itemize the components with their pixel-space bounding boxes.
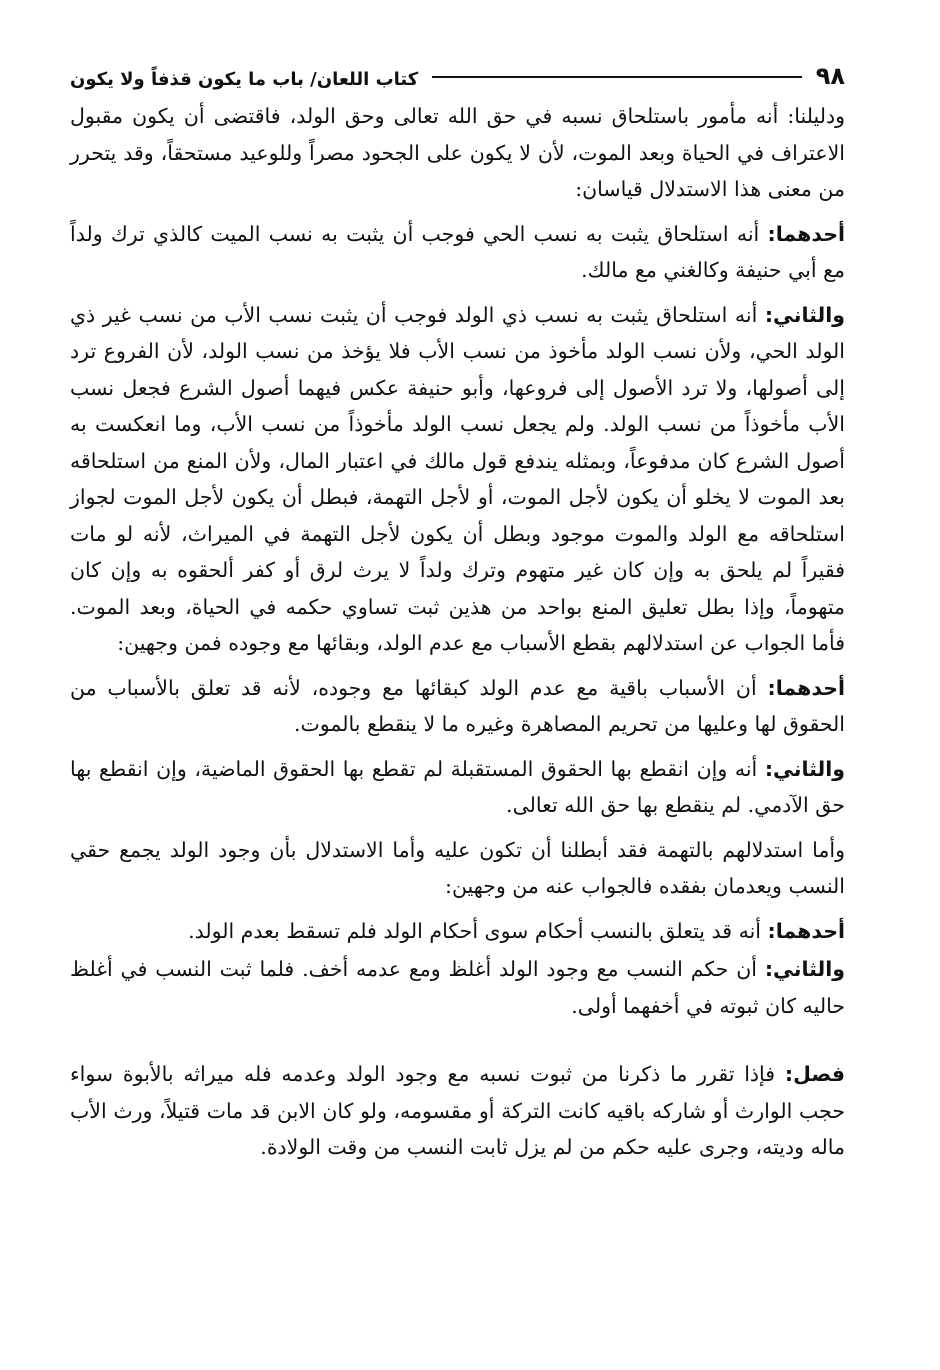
page-number: ٩٨ — [815, 62, 845, 90]
paragraph — [70, 216, 845, 289]
paragraph-text: أنه استلحاق يثبت به نسب ذي الولد فوجب أن يثبت نسب الأب من نسب غير ذي الولد الحي، ولأن نسب الولد مأخوذ من نسب الأب فلا يؤخذ من نسب الولد، لأن الفروع ترد إلى أصولها، ولا ترد الأصول إلى فروعها، وأبو حنيفة عكس فيهما أصول الشرع فجعل نسب الأب مأخوذاً من نسب الولد. ولم يجعل نسب الولد مأخوذاً من نسب الأب، وما انعكست به أصول الشرع كان مدفوعاً، وبمثله يندفع قول مالك في اعتبار المال، ولأن المنع من استلحاقه بعد الموت لا يخلو أن يكون لأجل الموت، أو لأجل التهمة، فبطل أن يكون لأجل الموت لجواز استلحاقه مع الولد والموت موجود وبطل أن يكون لأجل التهمة في الميراث، لأنه لو مات فقيراً لم يلحق به وإن كان غير متهوم وترك ولداً لا يرث لرق أو كفر ألحقوه به وإن كان متهوماً، وإذا بطل تعليق المنع بواحد من هذين ثبت تساوي حكمه في الحياة، وبعد الموت. فأما الجواب عن استدلالهم بقطع الأسباب مع عدم الولد، وبقائها مع وجوده فمن وجهين: — [70, 302, 845, 655]
paragraph — [70, 913, 845, 950]
paragraph-text: أنه استلحاق يثبت به نسب الحي فوجب أن يثبت به نسب الميت كالذي ترك ولداً مع أبي حنيفة وكالغني مع مالك. — [70, 221, 845, 282]
paragraph-text: أنه قد يتعلق بالنسب أحكام سوى أحكام الولد فلم تسقط بعدم الولد. — [188, 918, 768, 943]
header-rule — [432, 76, 801, 78]
paragraph — [70, 751, 845, 824]
paragraph-lead: والثاني: — [764, 302, 845, 327]
section-paragraph — [70, 1056, 845, 1166]
paragraph-text: ودليلنا: أنه مأمور باستلحاق نسبه في حق الله تعالى وحق الولد، فاقتضى أن يكون مقبول الاعتراف في الحياة وبعد الموت، لأن لا يكون على الجحود مصراً وللوعيد مستحقاً، وقد يتحرر من معنى هذا الاستدلال قياسان: — [70, 104, 845, 201]
paragraph — [70, 670, 845, 743]
paragraph — [70, 297, 845, 662]
paragraph-text: أنه وإن انقطع بها الحقوق المستقبلة لم تقطع بها الحقوق الماضية، وإن انقطع بها حق الآدمي. لم ينقطع بها حق الله تعالى. — [70, 756, 845, 817]
paragraph — [70, 951, 845, 1024]
paragraph-lead: والثاني: — [764, 756, 845, 781]
paragraph-text: أن حكم النسب مع وجود الولد أغلظ ومع عدمه أخف. فلما ثبت النسب في أغلظ حاليه كان ثبوته في أخفهما أولى. — [70, 957, 845, 1018]
paragraph-lead: أحدهما: — [767, 918, 845, 943]
running-head: كتاب اللعان/ باب ما يكون قذفاً ولا يكون — [70, 69, 419, 90]
paragraph-text: وأما استدلالهم بالتهمة فقد أبطلنا أن تكون عليه وأما الاستدلال بأن وجود الولد يجمع حقي النسب ويعدمان بفقده فالجواب عنه من وجهين: — [70, 837, 845, 898]
section-lead: فصل: — [784, 1062, 845, 1086]
paragraph-lead: والثاني: — [764, 957, 845, 981]
paragraph-text: أن الأسباب باقية مع عدم الولد كبقائها مع وجوده، لأنه قد تعلق بالأسباب من الحقوق لها وعليها من تحريم المصاهرة وغيره ما لا ينقطع بالموت. — [70, 675, 845, 736]
paragraph-lead: أحدهما: — [767, 675, 845, 700]
paragraph-lead: أحدهما: — [767, 221, 845, 246]
page-header — [70, 50, 845, 90]
paragraph — [70, 98, 845, 208]
paragraph — [70, 832, 845, 905]
paragraph-text: فإذا تقرر ما ذكرنا من ثبوت نسبه مع وجود الولد وعدمه فله ميراثه بالأبوة سواء حجب الوارث أو شاركه باقيه كانت التركة أو مقسومه، ولو كان الابن قد مات قتيلاً، ورث الأب ماله وديته، وجرى عليه حكم من لم يزل ثابت النسب من وقت الولادة. — [70, 1062, 845, 1159]
document-page — [70, 50, 845, 1350]
